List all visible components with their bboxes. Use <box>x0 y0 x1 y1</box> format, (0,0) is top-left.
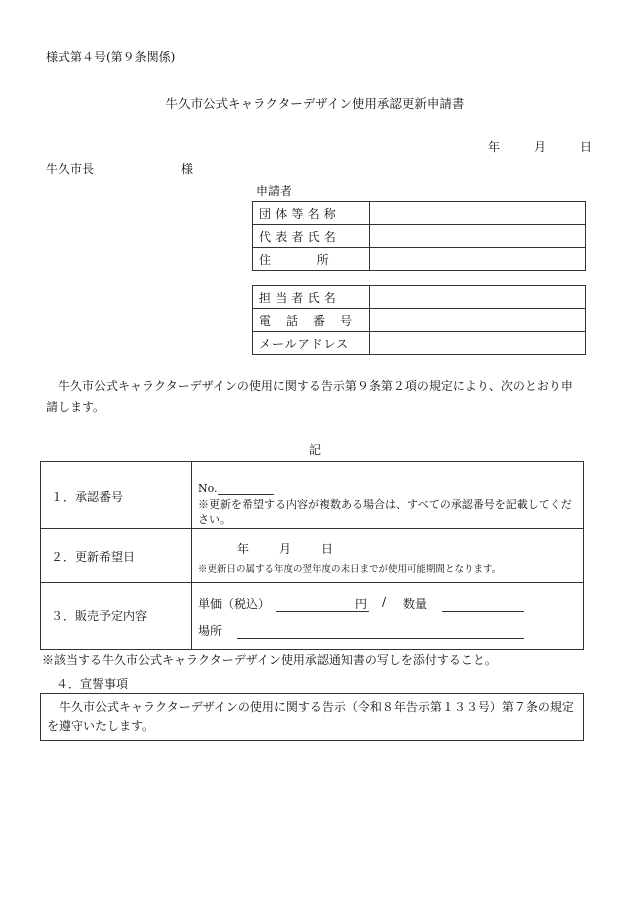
application-date <box>488 138 592 155</box>
contact-table <box>252 285 586 355</box>
representative-label: 代表者氏名 <box>253 225 370 248</box>
attachment-note: ※該当する牛久市公式キャラクターデザイン使用承認通知書の写しを添付すること。 <box>42 653 497 667</box>
addressee-honorific: 様 <box>181 162 194 176</box>
addressee <box>46 160 194 177</box>
renewal-day-label: 日 <box>321 542 334 556</box>
form-number: 様式第４号(第９条関係) <box>46 50 176 64</box>
price-line <box>198 595 270 612</box>
oath-box <box>40 693 584 741</box>
renewal-date-note: ※更新日の属する年度の翌年度の末日までが使用可能期間となります。 <box>198 564 502 575</box>
no-prefix: No. <box>198 482 218 495</box>
approval-number-label: １．承認番号 <box>51 490 124 504</box>
items-table <box>40 461 584 650</box>
table-row <box>253 332 586 355</box>
table-row <box>253 225 586 248</box>
date-month-label: 月 <box>534 140 547 154</box>
approval-number-underline <box>218 482 274 495</box>
renewal-date-field[interactable] <box>237 540 333 557</box>
quantity-field[interactable] <box>442 611 524 612</box>
date-year-label: 年 <box>488 140 501 154</box>
quantity-label: 数量 <box>403 597 428 611</box>
address-field[interactable] <box>370 248 586 271</box>
oath-text: 牛久市公式キャラクターデザインの使用に関する告示（令和８年告示第１３３号）第７条の規定を遵守いたします。 <box>47 700 574 733</box>
org-name-field[interactable] <box>370 202 586 225</box>
row-divider <box>41 528 583 529</box>
contact-person-label: 担当者氏名 <box>253 286 370 309</box>
slash-separator: / <box>382 595 387 609</box>
address-label: 住 所 <box>253 248 370 271</box>
column-divider <box>191 462 192 649</box>
org-name-label: 団体等名称 <box>253 202 370 225</box>
phone-label: 電話番号 <box>253 309 370 332</box>
place-field[interactable] <box>237 638 524 639</box>
table-row <box>253 309 586 332</box>
contact-person-field[interactable] <box>370 286 586 309</box>
ki-heading: 記 <box>308 443 321 457</box>
addressee-name: 牛久市長 <box>46 162 95 176</box>
table-row <box>253 202 586 225</box>
place-label: 場所 <box>198 624 223 638</box>
price-label: 単価（税込） <box>198 597 271 611</box>
sales-plan-label: ３．販売予定内容 <box>51 609 148 623</box>
approval-number-field[interactable] <box>198 482 274 495</box>
renewal-year-label: 年 <box>237 542 250 556</box>
table-row <box>253 248 586 271</box>
row-divider <box>41 582 583 583</box>
renewal-date-label: ２．更新希望日 <box>51 550 136 564</box>
representative-field[interactable] <box>370 225 586 248</box>
date-day-label: 日 <box>580 140 593 154</box>
email-label: メールアドレス <box>253 332 370 355</box>
applicant-table <box>252 201 586 271</box>
oath-heading: ４．宣誓事項 <box>56 677 129 691</box>
document-title: 牛久市公式キャラクターデザイン使用承認更新申請書 <box>165 96 465 111</box>
table-row <box>253 286 586 309</box>
approval-number-note: ※更新を希望する内容が複数ある場合は、すべての承認番号を記載してください。 <box>198 498 572 526</box>
phone-field[interactable] <box>370 309 586 332</box>
yen-label: 円 <box>355 597 368 611</box>
applicant-label: 申請者 <box>256 184 293 198</box>
renewal-month-label: 月 <box>279 542 292 556</box>
body-paragraph: 牛久市公式キャラクターデザインの使用に関する告示第９条第２項の規定により、次のとおり申請します。 <box>46 379 573 414</box>
email-field[interactable] <box>370 332 586 355</box>
